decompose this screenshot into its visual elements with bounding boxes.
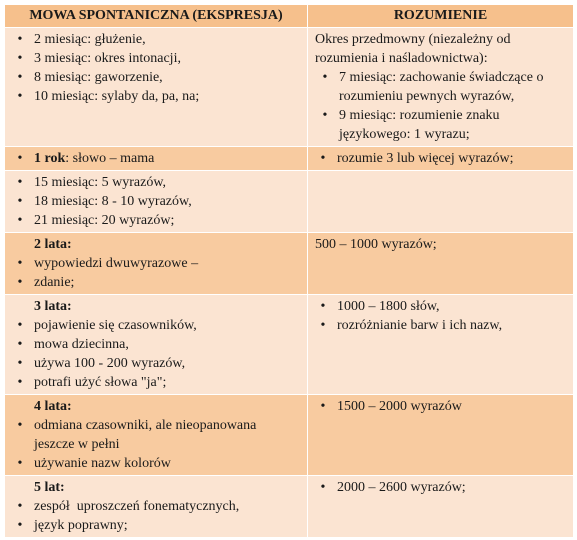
bullet-list <box>12 173 300 230</box>
cell-comprehension <box>308 395 574 476</box>
cell-expression <box>5 295 308 395</box>
bullet-icon: • <box>322 108 328 123</box>
bullet-icon: • <box>17 256 23 271</box>
list-item: • rozumie 3 lub więcej wyrazów; <box>315 149 566 168</box>
bullet-icon: • <box>17 418 23 433</box>
bullet-icon: • <box>17 32 23 47</box>
bullet-icon: • <box>17 456 23 471</box>
cell-comprehension <box>308 147 574 171</box>
table-row <box>5 476 574 538</box>
list-item: • 18 miesiąc: 8 - 10 wyrazów, <box>12 192 300 211</box>
bullet-icon: • <box>322 70 328 85</box>
cell-expression <box>5 233 308 295</box>
bullet-icon: • <box>17 51 23 66</box>
bullet-list <box>12 316 300 392</box>
header-comprehension: ROZUMIENIE <box>308 5 574 28</box>
bullet-icon: • <box>320 299 326 314</box>
list-item: • 2000 – 2600 wyrazów; <box>315 478 566 497</box>
cell-expression <box>5 395 308 476</box>
bullet-icon: • <box>320 318 326 333</box>
cell-comprehension <box>308 476 574 538</box>
bullet-icon: • <box>17 318 23 333</box>
bullet-icon: • <box>17 375 23 390</box>
cell-comprehension-empty <box>308 171 574 233</box>
list-item: • 7 miesiąc: zachowanie świadczące o rozumieniu pewnych wyrazów, <box>315 68 566 106</box>
age-heading: 4 lata: <box>34 399 72 414</box>
bullet-list <box>315 478 566 497</box>
list-item: • 9 miesiąc: rozumienie znaku językowego: 1 wyrazu; <box>315 106 566 144</box>
bullet-list <box>315 68 566 144</box>
bullet-list <box>12 254 300 292</box>
list-item: • 1500 – 2000 wyrazów <box>315 397 566 416</box>
list-item: • wypowiedzi dwuwyrazowe – <box>12 254 300 273</box>
list-item: • 2 miesiąc: głużenie, <box>12 30 300 49</box>
list-item: • używanie nazw kolorów <box>12 454 300 473</box>
list-item: • 3 miesiąc: okres intonacji, <box>12 49 300 68</box>
bullet-list <box>12 497 300 535</box>
cell-comprehension <box>308 233 574 295</box>
list-item: • odmiana czasowniki, ale nieopanowana jeszcze w pełni <box>12 416 300 454</box>
bullet-icon: • <box>320 480 326 495</box>
header-expression: MOWA SPONTANICZNA (EKSPRESJA) <box>5 5 308 28</box>
list-item: • 15 miesiąc: 5 wyrazów, <box>12 173 300 192</box>
list-item: • mowa dziecinna, <box>12 335 300 354</box>
bullet-list <box>315 149 566 168</box>
cell-comprehension <box>308 295 574 395</box>
age-heading: 2 lata: <box>34 237 72 252</box>
list-item: • pojawienie się czasowników, <box>12 316 300 335</box>
cell-expression <box>5 28 308 147</box>
list-item: • potrafi użyć słowa "ja"; <box>12 373 300 392</box>
table-row <box>5 233 574 295</box>
list-item: • 21 miesiąc: 20 wyrazów; <box>12 211 300 230</box>
table-row <box>5 147 574 171</box>
table-row <box>5 171 574 233</box>
bullet-icon: • <box>17 213 23 228</box>
cell-expression <box>5 147 308 171</box>
cell-intro-text: Okres przedmowny (niezależny od rozumienia i naśladownictwa): <box>315 32 511 66</box>
list-item: • rozróżnianie barw i ich nazw, <box>315 316 566 335</box>
table-row <box>5 28 574 147</box>
bullet-icon: • <box>17 151 23 166</box>
bullet-icon: • <box>17 499 23 514</box>
bullet-icon: • <box>17 275 23 290</box>
list-item: • język poprawny; <box>12 516 300 535</box>
bullet-icon: • <box>17 518 23 533</box>
bullet-icon: • <box>17 356 23 371</box>
bullet-list <box>12 416 300 473</box>
list-item: • zespół uproszczeń fonematycznych, <box>12 497 300 516</box>
bullet-list <box>12 30 300 106</box>
cell-comprehension <box>308 28 574 147</box>
table-row <box>5 295 574 395</box>
list-item: • 1 rok: słowo – mama <box>12 149 300 168</box>
list-item: • zdanie; <box>12 273 300 292</box>
cell-text: 500 – 1000 wyrazów; <box>315 237 437 252</box>
bullet-icon: • <box>320 151 326 166</box>
speech-development-table <box>4 4 574 538</box>
cell-expression <box>5 476 308 538</box>
age-heading: 3 lata: <box>34 299 72 314</box>
table-row <box>5 395 574 476</box>
bullet-list <box>315 297 566 335</box>
bullet-icon: • <box>17 194 23 209</box>
bullet-icon: • <box>17 89 23 104</box>
bullet-list <box>315 397 566 416</box>
age-heading: 5 lat: <box>34 480 65 495</box>
bullet-icon: • <box>320 399 326 414</box>
bullet-icon: • <box>17 337 23 352</box>
list-item: • 10 miesiąc: sylaby da, pa, na; <box>12 87 300 106</box>
bullet-list <box>12 149 300 168</box>
bullet-icon: • <box>17 70 23 85</box>
list-item: • 8 miesiąc: gaworzenie, <box>12 68 300 87</box>
list-item: • używa 100 - 200 wyrazów, <box>12 354 300 373</box>
bullet-icon: • <box>17 175 23 190</box>
list-item: • 1000 – 1800 słów, <box>315 297 566 316</box>
cell-expression <box>5 171 308 233</box>
